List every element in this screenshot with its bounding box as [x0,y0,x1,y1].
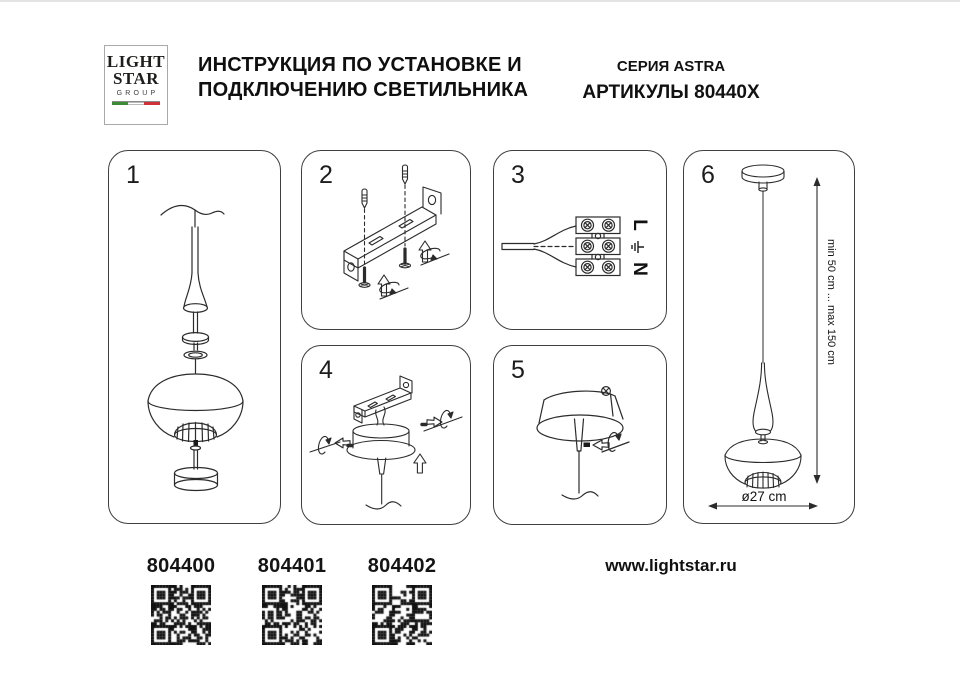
logo-text-light: LIGHT [106,52,166,71]
article-number: 804401 [257,555,327,577]
qr-code [372,585,432,645]
earth-icon [629,239,645,260]
logo-text-star: STAR [112,69,160,88]
step-panel-2 [301,150,471,330]
step-number-6: 6 [701,161,715,189]
page-edge [0,0,960,2]
title-line-2: ПОДКЛЮЧЕНИЮ СВЕТИЛЬНИКА [198,79,529,101]
step-number-4: 4 [319,356,333,384]
article-number: 804400 [146,555,216,577]
step-number-3: 3 [511,161,525,189]
step-5-illustration [494,346,668,526]
step-2-illustration [302,151,472,331]
diameter-label: ø27 cm [741,489,787,504]
document-title [198,53,538,103]
height-range-label: min 50 cm ... max 150 cm [825,239,837,365]
lightstar-logo [104,45,168,125]
live-wire-label: L [628,219,650,231]
articles-heading: АРТИКУЛЫ 80440X [582,82,760,103]
step-panel-1 [108,150,281,524]
article-column [232,555,352,650]
step-panel-5 [493,345,667,525]
series-info [556,58,786,104]
step-panel-6 [683,150,855,524]
step-1-illustration [109,151,282,525]
step-panel-3 [493,150,667,330]
qr-code [262,585,322,645]
step-panel-4 [301,345,471,525]
article-column [121,555,241,650]
article-column [342,555,462,650]
step-4-illustration [302,346,472,526]
step-number-1: 1 [126,161,140,189]
website-link[interactable]: www.lightstar.ru [605,556,737,575]
neutral-wire-label: N [628,262,650,276]
step-number-5: 5 [511,356,525,384]
step-number-2: 2 [319,161,333,189]
qr-code [151,585,211,645]
italian-flag-icon [112,101,160,105]
title-line-1: ИНСТРУКЦИЯ ПО УСТАНОВКЕ И [198,54,522,76]
article-number: 804402 [367,555,437,577]
logo-text-group: GROUP [116,90,159,97]
series-name: СЕРИЯ ASTRA [616,58,726,75]
